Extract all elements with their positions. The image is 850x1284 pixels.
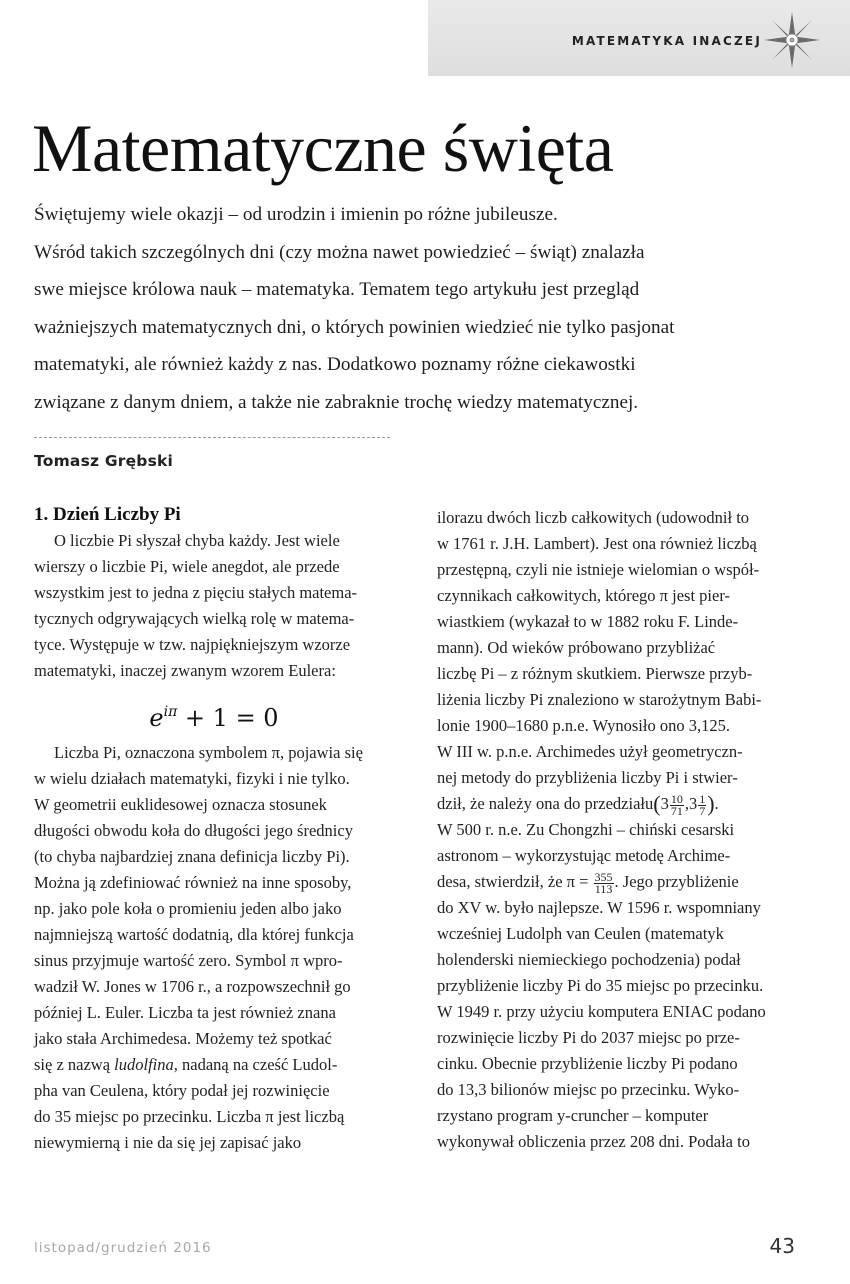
page-number: 43 [769,1234,795,1258]
lead-line: Wśród takich szczególnych dni (czy można nawet powiedzieć – świąt) znalazła [34,241,645,263]
body-line: wszystkim jest to jedna z pięciu stałych matema- [34,583,358,602]
author-divider [34,437,390,438]
section-label: MATEMATYKA INACZEJ [571,34,762,48]
body-line: najmniejszą wartość dodatnią, dla której funkcja [34,925,354,944]
body-line: Można ją zdefiniować również na inne sposoby, [34,873,352,892]
lead-line: Świętujemy wiele okazji – od urodzin i imienin po różne jubileusze. [34,204,558,225]
euler-formula: $e^{i\pi} + 1 = 0$ [149,704,279,732]
body-line: W 500 r. n.e. Zu Chongzhi – chiński cesarski [437,820,735,839]
body-line: O liczbie Pi słyszał chyba każdy. Jest wiele [54,531,340,550]
body-line: wykonywał obliczenia przez 208 dni. Podała to [437,1132,750,1151]
body-line: pha van Ceulena, który podał jej rozwinięcie [34,1081,330,1100]
fraction-10-71: $\frac{10}{71}$ [670,791,683,818]
body-line: się z nazwą ludolfina, nadaną na cześć Ludol- [34,1055,338,1074]
lead-line: ważniejszych matematycznych dni, o których powinien wiedzieć nie tylko pasjonat [34,316,675,338]
body-line: później L. Euler. Liczba ta jest również znana [34,1003,336,1022]
body-line: do 35 miejsc po przecinku. Liczba π jest liczbą [34,1107,345,1126]
fraction-1-7: $\frac{1}{7}$ [699,791,706,818]
body-line: liżenia liczby Pi znaleziono w starożytnym Babi- [437,690,762,709]
body-line: czynnikach całkowitych, którego π jest pier- [437,586,730,605]
author-name: Tomasz Grębski [34,452,174,470]
body-line: w wielu działach matematyki, fizyki i nie tylko. [34,769,350,788]
body-line: wiastkiem (wykazał to w 1882 roku F. Linde- [437,612,739,631]
body-line: cinku. Obecnie przybliżenie liczby Pi podano [437,1054,738,1073]
body-line: wcześniej Ludolph van Ceulen (matematyk [437,924,724,943]
interval-line: dził, że należy ona do przedziału(3 $\frac{10}{71}$ ,3 $\frac{1}{7}$ ). [437,791,719,818]
section-heading: 1. Dzień Liczby Pi [34,504,181,525]
body-line: liczbę Pi – z różnym skutkiem. Pierwsze przyb- [437,664,753,683]
body-line: wierszy o liczbie Pi, wiele anegdot, ale przede [34,557,340,576]
body-line: do XV w. było najlepsze. W 1596 r. wspomniany [437,898,761,917]
article-lead [34,196,819,421]
body-line: holenderski niemieckiego pochodzenia) podał [437,950,741,969]
body-line: tyce. Występuje w tzw. najpiękniejszym wzorze [34,635,351,654]
body-line: przestępną, czyli nie istnieje wielomian o współ- [437,560,760,579]
body-line: przybliżenie liczby Pi do 35 miejsc po przecinku. [437,976,764,995]
body-line: w 1761 r. J.H. Lambert). Jest ona również liczbą [437,534,757,553]
body-line: wadził W. Jones w 1706 r., a rozpowszechnił go [34,977,351,996]
body-line: W 1949 r. przy użyciu komputera ENIAC podano [437,1002,766,1021]
body-line: niewymierną i nie da się jej zapisać jako [34,1133,302,1152]
body-line: tycznych odgrywających wielką rolę w matema- [34,609,355,628]
ludolfina-term: ludolfina [114,1055,174,1074]
body-line: W geometrii euklidesowej oznacza stosunek [34,795,327,814]
left-column [34,502,394,1156]
body-line: rzystano program y-cruncher – komputer [437,1106,709,1125]
body-line: sinus przyjmuje wartość zero. Symbol π wpro- [34,951,343,970]
lead-line: swe miejsce królowa nauk – matematyka. Tematem tego artykułu jest przegląd [34,279,640,300]
issue-date: listopad/grudzień 2016 [34,1240,212,1256]
body-line: jako stała Archimedesa. Możemy też spotkać [34,1029,332,1048]
article-title: Matematyczne święta [32,110,614,186]
body-line: (to chyba najbardziej znana definicja liczby Pi). [34,847,350,866]
body-line: matematyki, inaczej zwanym wzorem Eulera: [34,661,336,680]
right-column [437,505,802,1155]
body-line: np. jako pole koła o promieniu jeden albo jako [34,899,342,918]
body-line: mann). Od wieków próbowano przybliżać [437,638,716,657]
body-line: W III w. p.n.e. Archimedes użył geometryczn- [437,742,743,761]
approx-line: desa, stwierdził, że π = $\frac{355}{113}$ . Jego przybliżenie [437,869,739,896]
body-line: lonie 1900–1680 p.n.e. Wynosiło ono 3,125. [437,716,730,735]
body-line: rozwinięcie liczby Pi do 2037 miejsc po prze- [437,1028,740,1047]
body-line: Liczba Pi, oznaczona symbolem π, pojawia się [54,743,363,762]
body-line: długości obwodu koła do długości jego średnicy [34,821,353,840]
starburst-logo-icon [760,8,824,72]
lead-line: związane z danym dniem, a także nie zabraknie trochę wiedzy matematycznej. [34,391,639,413]
body-line: astronom – wykorzystując metodę Archime- [437,846,731,865]
lead-line: matematyki, ale również każdy z nas. Dodatkowo poznamy różne ciekawostki [34,354,636,375]
fraction-355-113: $\frac{355}{113}$ [594,869,613,896]
body-line: do 13,3 bilionów miejsc po przecinku. Wyko- [437,1080,740,1099]
body-line: nej metody do przybliżenia liczby Pi i stwier- [437,768,738,787]
body-line: ilorazu dwóch liczb całkowitych (udowodnił to [437,508,750,527]
